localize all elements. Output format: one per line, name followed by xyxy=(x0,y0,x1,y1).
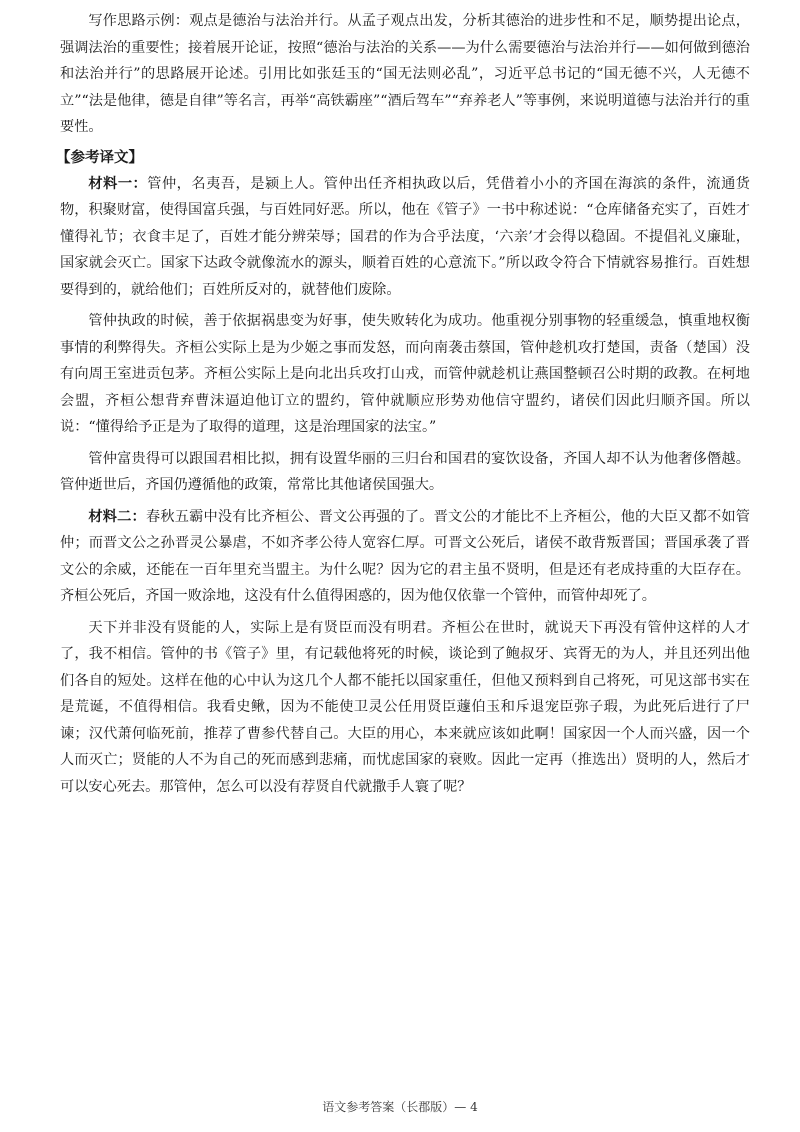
material-one-label: 材料一： xyxy=(88,175,148,192)
material-one-text: 管仲，名夷吾，是颍上人。管仲出任齐相执政以后，凭借着小小的齐国在海滨的条件，流通货物，积聚财富，使得国富兵强，与百姓同好恶。所以，他在《管子》一书中称述说：“仓库储备充实了，百姓才懂得礼节；衣食丰足了，百姓才能分辨荣辱；国君的作为合乎法度，‘六亲’才会得以稳固。不提倡礼义廉耻，国家就会灭亡。国家下达政令就像流水的源头，顺着百姓的心意流下。”所以政令符合下情就容易推行。百姓想要得到的，就给他们；百姓所反对的，就替他们废除。 xyxy=(60,175,750,298)
page-footer: 语文参考答案（长郡版）— 4 xyxy=(322,1100,478,1114)
reference-translation-heading: 【参考译文】 xyxy=(56,149,143,166)
guanzhong-governance-paragraph: 管仲执政的时候，善于依据祸患变为好事，使失败转化为成功。他重视分别事物的轻重缓急，慎重地权衡事情的利弊得失。齐桓公实际上是为少姬之事而发怒，而向南袭击蔡国，管仲趁机攻打楚国，责备（楚国）没有向周王室进贡包茅。齐桓公实际上是向北出兵攻打山戎，而管仲就趁机让燕国整顿召公时期的政教。在柯地会盟，齐桓公想背弃曹沫逼迫他订立的盟约，管仲就顺应形势劝他信守盟约，诸侯们因此归顺齐国。所以说：“懂得给予正是为了取得的道理，这是治理国家的法宝。” xyxy=(60,313,750,435)
material-two-text: 春秋五霸中没有比齐桓公、晋文公再强的了。晋文公的才能比不上齐桓公，他的大臣又都不如管仲；而晋文公之孙晋灵公暴虐，不如齐孝公待人宽容仁厚。可晋文公死后，诸侯不敢背叛晋国；晋国承袭了晋文公的余威，还能在一百年里充当盟主。为什么呢？因为它的君主虽不贤明，但是还有老成持重的大臣存在。齐桓公死后，齐国一败涂地，这没有什么值得困惑的，因为他仅依靠一个管仲，而管仲却死了。 xyxy=(60,508,750,604)
writing-approach-paragraph: 写作思路示例：观点是德治与法治并行。从孟子观点出发，分析其德治的进步性和不足，顺势提出论点，强调法治的重要性；接着展开论证，按照“德治与法治的关系——为什么需要德治与法治并行——如何做到德治和法治并行”的思路展开论述。引用比如张廷玉的“国无法则必乱”，习近平总书记的“国无德不兴，人无德不立”“法是他律，德是自律”等名言，再举“高铁霸座”“酒后驾车”“弃养老人”等事例，来说明道德与法治并行的重要性。 xyxy=(60,13,750,135)
material-two-paragraph xyxy=(60,504,750,610)
document-page xyxy=(56,8,750,805)
worthy-ministers-paragraph: 天下并非没有贤能的人，实际上是有贤臣而没有明君。齐桓公在世时，就说天下再没有管仲这样的人才了，我不相信。管仲的书《管子》里，有记载他将死的时候，谈论到了鲍叔牙、宾胥无的为人，并且还列出他们各自的短处。这样在他的心中认为这几个人都不能托以国家重任，但他又预料到自己将死，可见这部书实在是荒诞，不值得相信。我看史鳅，因为不能使卫灵公任用贤臣蘧伯玉和斥退宠臣弥子瑕，为此死后进行了尸谏；汉代萧何临死前，推荐了曹参代替自己。大臣的用心，本来就应该如此啊！国家因一个人而兴盛，因一个人而灭亡；贤能的人不为自己的死而感到悲痛，而忧虑国家的衰败。因此一定再（推选出）贤明的人，然后才可以安心死去。那管仲，怎么可以没有荐贤自代就撒手人寰了呢？ xyxy=(60,619,750,795)
guanzhong-wealth-paragraph: 管仲富贵得可以跟国君相比拟，拥有设置华丽的三归台和国君的宴饮设备，齐国人却不认为他奢侈僭越。管仲逝世后，齐国仍遵循他的政策，常常比其他诸侯国强大。 xyxy=(60,450,750,493)
material-two-label: 材料二： xyxy=(88,508,146,525)
material-one-paragraph xyxy=(60,171,750,304)
